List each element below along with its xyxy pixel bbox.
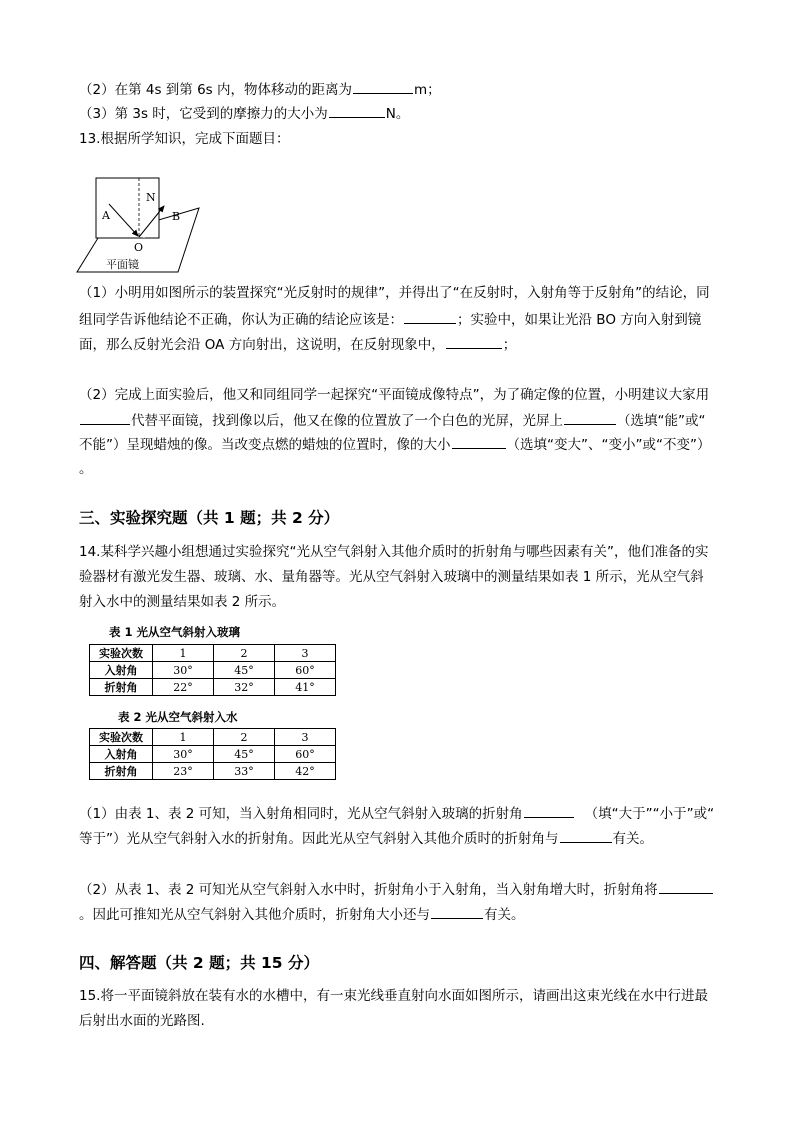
- reflection-apparatus-figure: [76, 174, 206, 278]
- q12-line-3: [79, 103, 409, 124]
- screen-board: [96, 178, 159, 238]
- answer-blank[interactable]: [353, 79, 413, 94]
- table-cell: 30°: [153, 746, 214, 763]
- table-row: [90, 679, 336, 696]
- q14-p2-line-1: [79, 879, 714, 900]
- table-cell: 实验次数: [90, 645, 153, 662]
- q12-line-2: [79, 79, 441, 100]
- table-cell: 30°: [153, 662, 214, 679]
- table-row: [90, 729, 336, 746]
- table-cell: 1: [153, 645, 214, 662]
- table-cell: 折射角: [90, 763, 153, 780]
- q14-p1-line-2: [79, 828, 653, 849]
- text: 面，那么反射光会沿 OA 方向射出，这说明，在反射现象中，: [79, 337, 445, 353]
- section-3-heading: 三、实验探究题（共 1 题；共 2 分）: [79, 509, 340, 527]
- table-row: [90, 662, 336, 679]
- table-cell: 32°: [214, 679, 275, 696]
- table-cell: 折射角: [90, 679, 153, 696]
- answer-blank[interactable]: [560, 828, 612, 843]
- text: 代替平面镜，找到像以后，他又在像的位置放了一个白色的光屏，光屏上: [131, 413, 563, 429]
- q14-p1-line-1: [79, 803, 714, 824]
- text: （选填“能”或“: [617, 413, 706, 429]
- q13-title: 13.根据所学知识，完成下面题目：: [79, 131, 290, 147]
- table-cell: 3: [275, 645, 336, 662]
- table-cell: 45°: [214, 746, 275, 763]
- answer-blank[interactable]: [452, 434, 506, 449]
- table-cell: 45°: [214, 662, 275, 679]
- table-2-grid: [89, 728, 336, 780]
- text: （2）从表 1、表 2 可知光从空气斜射入水中时，折射角小于入射角，当入射角增大时，折射角将: [79, 882, 658, 898]
- text: ；: [502, 337, 517, 353]
- text: 不能”）呈现蜡烛的像。当改变点燃的蜡烛的位置时，像的大小: [79, 437, 451, 453]
- text: 有关。: [612, 831, 653, 847]
- text: （填“大于”“小于”或“: [584, 806, 715, 822]
- table-cell: 42°: [275, 763, 336, 780]
- text: m；: [414, 82, 441, 98]
- table-row: [90, 746, 336, 763]
- table-cell: 3: [275, 729, 336, 746]
- section-4-heading: 四、解答题（共 2 题；共 15 分）: [79, 954, 319, 972]
- q15-line-1: 15.将一平面镜斜放在装有水的水槽中，有一束光线垂直射向水面如图所示，请画出这束光线在水中行进最: [79, 988, 708, 1004]
- table-1-caption: 表 1 光从空气斜射入玻璃: [109, 625, 241, 639]
- label-b: B: [172, 210, 181, 223]
- label-a: A: [102, 209, 110, 222]
- table-row: [90, 645, 336, 662]
- q14-p2-line-2: [79, 904, 525, 925]
- label-n: N: [146, 191, 156, 204]
- table-2-caption: 表 2 光从空气斜射入水: [118, 710, 238, 724]
- table-cell: 41°: [275, 679, 336, 696]
- answer-blank[interactable]: [404, 309, 456, 324]
- table-cell: 22°: [153, 679, 214, 696]
- q13-p1-line-1: （1）小明用如图所示的装置探究“光反射时的规律”，并得出了“在反射时，入射角等于反射角”的结论，同: [79, 285, 710, 301]
- answer-blank[interactable]: [431, 904, 483, 919]
- text: （选填“变大”、“变小”或“不变”）: [506, 437, 711, 453]
- q13-p2-line-2: [79, 410, 705, 431]
- text: 等于”）光从空气斜射入水的折射角。因此光从空气斜射入其他介质时的折射角与: [79, 831, 559, 847]
- q13-p1-line-3: [79, 334, 516, 355]
- answer-blank[interactable]: [80, 410, 130, 425]
- table-cell: 1: [153, 729, 214, 746]
- table-cell: 入射角: [90, 746, 153, 763]
- table-cell: 60°: [275, 746, 336, 763]
- text: （3）第 3s 时，它受到的摩擦力的大小为: [79, 106, 328, 122]
- q14-line-3: 射入水中的测量结果如表 2 所示。: [79, 594, 286, 610]
- table-cell: 实验次数: [90, 729, 153, 746]
- table-cell: 33°: [214, 763, 275, 780]
- text: ；实验中，如果让光沿 BO 方向入射到镜: [457, 312, 702, 328]
- text: 。因此可推知光从空气斜射入其他介质时，折射角大小还与: [79, 907, 430, 923]
- text: 组同学告诉他结论不正确，你认为正确的结论应该是：: [79, 312, 403, 328]
- reflection-diagram: [76, 174, 206, 278]
- table-1: [89, 644, 336, 696]
- q15-line-2: 后射出水面的光路图.: [79, 1013, 205, 1029]
- table-cell: 2: [214, 645, 275, 662]
- q13-p2-line-1: （2）完成上面实验后，他又和同组同学一起探究“平面镜成像特点”，为了确定像的位置，小明建议大家用: [79, 387, 710, 403]
- answer-blank[interactable]: [659, 879, 713, 894]
- table-cell: 入射角: [90, 662, 153, 679]
- table-cell: 2: [214, 729, 275, 746]
- label-mirror: 平面镜: [106, 258, 139, 271]
- answer-blank[interactable]: [524, 803, 574, 818]
- table-2: [89, 728, 336, 780]
- text: （2）在第 4s 到第 6s 内，物体移动的距离为: [79, 82, 352, 98]
- answer-blank[interactable]: [329, 103, 385, 118]
- table-cell: 60°: [275, 662, 336, 679]
- label-o: O: [134, 241, 144, 254]
- q14-line-2: 验器材有激光发生器、玻璃、水、量角器等。光从空气斜射入玻璃中的测量结果如表 1 所示，光从空气斜: [79, 569, 704, 585]
- table-cell: 23°: [153, 763, 214, 780]
- answer-blank[interactable]: [446, 334, 502, 349]
- text: （1）由表 1、表 2 可知，当入射角相同时，光从空气斜射入玻璃的折射角: [79, 806, 523, 822]
- table-row: [90, 763, 336, 780]
- q13-p1-line-2: [79, 309, 701, 330]
- text: N。: [385, 106, 410, 122]
- q13-p2-line-3: [79, 434, 710, 455]
- text: 有关。: [484, 907, 525, 923]
- q14-line-1: 14.某科学兴趣小组想通过实验探究“光从空气斜射入其他介质时的折射角与哪些因素有关”，他们准备的实: [79, 544, 709, 560]
- table-1-grid: [89, 644, 336, 696]
- q13-p2-line-4: 。: [79, 461, 93, 477]
- answer-blank[interactable]: [564, 410, 616, 425]
